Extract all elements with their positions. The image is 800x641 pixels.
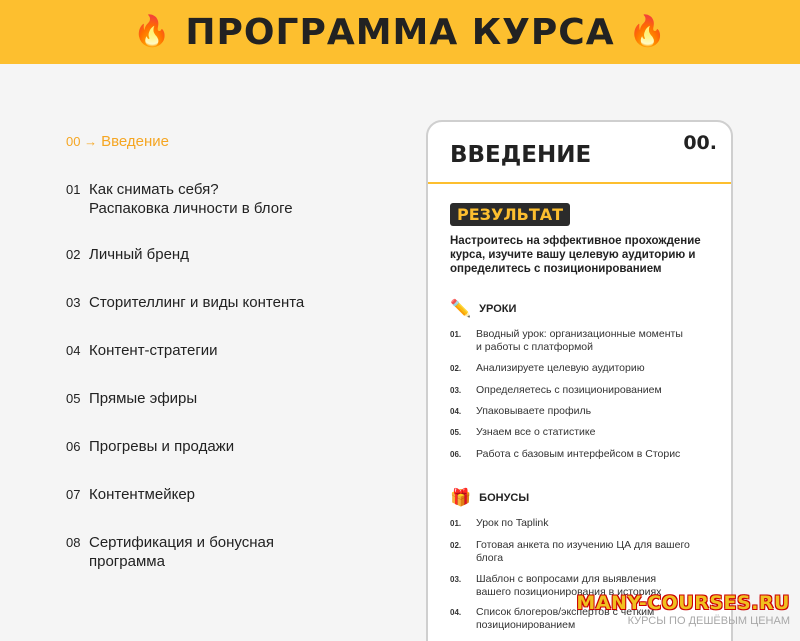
result-badge: РЕЗУЛЬТАТ — [450, 203, 570, 226]
bonus-text: Готовая анкета по изучению ЦА для вашего блога — [476, 539, 690, 564]
module-item-02[interactable] — [66, 245, 189, 264]
lesson-number: 05. — [450, 428, 462, 437]
bonus-number: 01. — [450, 519, 462, 528]
lesson-item — [450, 328, 683, 354]
module-item-08[interactable] — [66, 533, 274, 571]
lesson-text: Упаковываете профиль — [476, 405, 592, 417]
module-item-01[interactable] — [66, 180, 293, 218]
lesson-item — [450, 426, 595, 439]
pencil-icon: ✏️ — [450, 299, 472, 318]
lesson-text: Узнаем все о статистике — [476, 426, 596, 438]
module-label: Личный бренд — [89, 246, 189, 263]
card-number: 00. — [683, 132, 717, 154]
bonus-item — [450, 517, 549, 530]
lesson-number: 02. — [450, 364, 462, 373]
module-item-00[interactable] — [66, 132, 169, 151]
bonuses-title: БОНУСЫ — [479, 491, 530, 504]
module-number: 02 — [66, 247, 81, 262]
result-text: Настроитесь на эффективное прохождение курса, изучите вашу целевую аудиторию и определитесь с позиционированием — [450, 235, 701, 275]
lessons-heading — [450, 300, 516, 317]
module-number: 00 → — [66, 134, 98, 149]
module-number: 07 — [66, 487, 81, 502]
lesson-item — [450, 384, 662, 397]
module-item-05[interactable] — [66, 389, 197, 408]
lesson-number: 04. — [450, 407, 462, 416]
lesson-number: 01. — [450, 330, 462, 339]
module-label: Контентмейкер — [89, 486, 196, 503]
module-detail-card — [426, 120, 733, 641]
module-number: 06 — [66, 439, 81, 454]
lesson-item — [450, 448, 680, 461]
fire-icon: 🔥 — [133, 14, 172, 49]
module-label: Как снимать себя? Распаковка личности в блоге — [89, 181, 293, 217]
lessons-title: УРОКИ — [479, 302, 517, 315]
module-label: Введение — [101, 133, 169, 150]
module-item-04[interactable] — [66, 341, 218, 360]
bonus-text: Шаблон с вопросами для выявления вашего позиционирования в историях — [476, 573, 662, 598]
page-title-text: ПРОГРАММА КУРСА — [185, 11, 615, 53]
module-label: Контент-стратегии — [89, 342, 218, 359]
module-item-03[interactable] — [66, 293, 304, 312]
lesson-text: Анализируете целевую аудиторию — [476, 362, 645, 374]
bonus-item — [450, 539, 690, 565]
bonus-number: 02. — [450, 541, 462, 550]
header-banner — [0, 0, 800, 64]
module-number: 04 — [66, 343, 81, 358]
lesson-text: Определяетесь с позиционированием — [476, 384, 662, 396]
module-item-06[interactable] — [66, 437, 234, 456]
module-label: Прогревы и продажи — [89, 438, 235, 455]
module-number: 08 — [66, 535, 81, 550]
card-title: ВВЕДЕНИЕ — [450, 142, 592, 168]
module-label: Сертификация и бонусная программа — [89, 534, 274, 570]
page-title — [133, 12, 667, 53]
module-label: Прямые эфиры — [89, 390, 198, 407]
bonus-text: Список блогеров/экспертов с четким позиционированием — [476, 606, 655, 631]
lesson-text: Вводный урок: организационные моменты и работы с платформой — [476, 328, 683, 353]
lesson-item — [450, 362, 645, 375]
bonus-number: 03. — [450, 575, 462, 584]
module-number: 01 — [66, 182, 81, 197]
fire-icon: 🔥 — [628, 14, 667, 49]
module-number: 03 — [66, 295, 81, 310]
bonus-text: Урок по Taplink — [476, 517, 549, 529]
module-item-07[interactable] — [66, 485, 195, 504]
gift-icon: 🎁 — [450, 488, 472, 507]
watermark-tagline: КУРСЫ ПО ДЕШЁВЫМ ЦЕНАМ — [627, 615, 790, 627]
module-number: 05 — [66, 391, 81, 406]
watermark-site: MANY-COURSES.RU — [576, 592, 790, 614]
bonus-number: 04. — [450, 608, 462, 617]
module-label: Сторителлинг и виды контента — [89, 294, 305, 311]
bonuses-heading — [450, 489, 529, 506]
lesson-number: 03. — [450, 386, 462, 395]
lesson-number: 06. — [450, 450, 462, 459]
lesson-item — [450, 405, 591, 418]
watermark — [576, 592, 790, 627]
lesson-text: Работа с базовым интерфейсом в Сторис — [476, 448, 681, 460]
card-header — [428, 122, 731, 184]
